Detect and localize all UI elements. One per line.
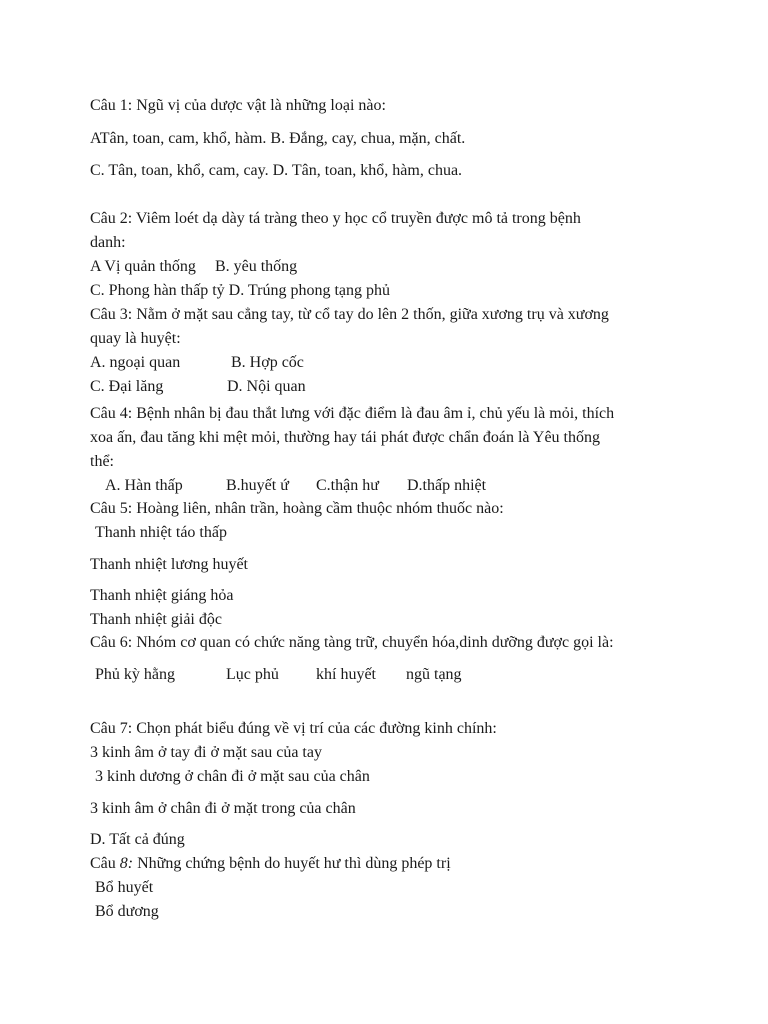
q1-question: Câu 1: Ngũ vị của dược vật là những loại nào:: [90, 97, 386, 114]
q7-option-2: 3 kinh dương ở chân đi ở mặt sau của chân: [95, 768, 370, 785]
q7-option-1: 3 kinh âm ở tay đi ở mặt sau của tay: [90, 744, 322, 761]
q7-option-4: D. Tất cả đúng: [90, 831, 185, 848]
q5-option-1: Thanh nhiệt táo thấp: [95, 524, 227, 541]
q3-question-line2: quay là huyệt:: [90, 330, 181, 347]
q4-option-d: D.thấp nhiệt: [407, 477, 487, 494]
q2-question-line2: danh:: [90, 234, 126, 251]
q5-option-2: Thanh nhiệt lương huyết: [90, 556, 248, 573]
q3-option-b: B. Hợp cốc: [231, 354, 304, 371]
q8-option-2: Bổ dương: [95, 903, 159, 920]
q4-question-line1: Câu 4: Bệnh nhân bị đau thắt lưng với đặc điểm là đau âm ỉ, chủ yếu là mỏi, thích: [90, 405, 615, 422]
q2-question-line1: Câu 2: Viêm loét dạ dày tá tràng theo y học cổ truyền được mô tả trong bệnh: [90, 210, 581, 227]
q4-option-b: B.huyết ứ: [226, 477, 289, 494]
q6-option-4: ngũ tạng: [406, 666, 462, 683]
q5-question: Câu 5: Hoàng liên, nhân trần, hoàng cầm thuộc nhóm thuốc nào:: [90, 500, 504, 517]
q6-option-3: khí huyết: [316, 666, 376, 683]
q8-number: 8:: [119, 855, 134, 872]
q1-options-cd: C. Tân, toan, khổ, cam, cay. D. Tân, toan, khổ, hàm, chua.: [90, 162, 463, 179]
q2-options-ab: [90, 257, 297, 277]
q8-option-1: Bổ huyết: [95, 879, 154, 896]
q8-question: [90, 854, 451, 874]
q3-question-line1: Câu 3: Nằm ở mặt sau cẳng tay, từ cổ tay do lên 2 thốn, giữa xương trụ và xương: [90, 306, 609, 323]
q2-options-cd: C. Phong hàn thấp tỷ D. Trúng phong tạng phủ: [90, 282, 391, 299]
q2-option-a: A Vị quản thống: [90, 258, 196, 275]
q8-question-text: Những chứng bệnh do huyết hư thì dùng phép trị: [133, 855, 451, 872]
q4-option-a: A. Hàn thấp: [105, 477, 183, 494]
q7-question: Câu 7: Chọn phát biểu đúng về vị trí của các đường kinh chính:: [90, 720, 497, 737]
q7-option-3: 3 kinh âm ở chân đi ở mặt trong của chân: [90, 800, 356, 817]
q6-options: [95, 665, 462, 685]
q3-option-c: C. Đại lăng: [90, 378, 164, 395]
q4-question-line2: xoa ấn, đau tăng khi mệt mỏi, thường hay tái phát được chẩn đoán là Yêu thống: [90, 429, 600, 446]
q5-option-3: Thanh nhiệt giáng hỏa: [90, 587, 234, 604]
q6-question: Câu 6: Nhóm cơ quan có chức năng tàng trữ, chuyển hóa,dinh dưỡng được gọi là:: [90, 634, 614, 651]
q4-options: [105, 476, 486, 496]
q6-option-2: Lục phủ: [226, 666, 279, 683]
q4-question-line3: thể:: [90, 453, 114, 470]
q1-options-ab: ATân, toan, cam, khổ, hàm. B. Đắng, cay, chua, mặn, chất.: [90, 130, 466, 147]
q4-option-c: C.thận hư: [316, 477, 379, 494]
q5-option-4: Thanh nhiệt giải độc: [90, 611, 222, 628]
q6-option-1: Phủ kỳ hằng: [95, 666, 175, 683]
q3-options-cd: [90, 377, 306, 397]
q3-option-d: D. Nội quan: [227, 378, 306, 395]
q8-label: Câu: [90, 855, 120, 872]
q3-option-a: A. ngoại quan: [90, 354, 181, 371]
q2-option-b: B. yêu thống: [214, 258, 298, 275]
q3-options-ab: [90, 353, 304, 373]
